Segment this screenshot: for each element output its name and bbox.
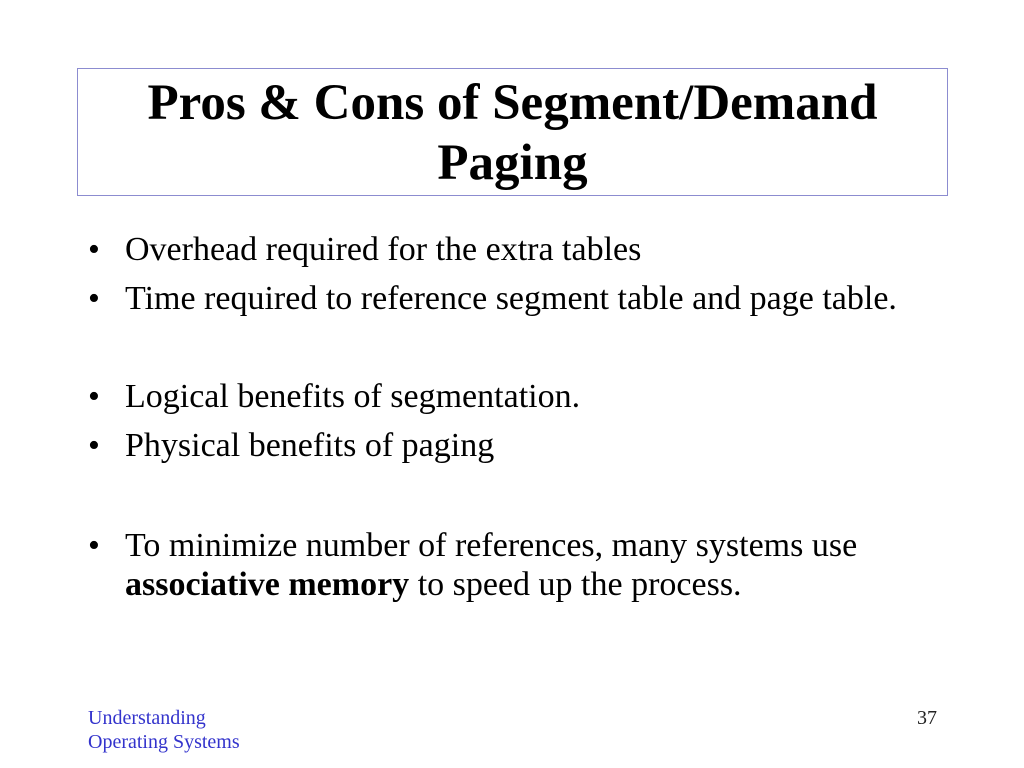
- bullet-marker: •: [88, 427, 100, 464]
- bullet-item: [88, 426, 935, 465]
- bullet-marker: •: [88, 527, 100, 564]
- bullet-marker: •: [88, 378, 100, 415]
- bullet-text: Logical benefits of segmentation.: [125, 378, 581, 415]
- bullet-marker: •: [88, 231, 100, 268]
- bullet-marker: •: [88, 280, 100, 317]
- bullet-text: Time required to reference segment table and page table.: [125, 280, 897, 317]
- bullet-item: [88, 279, 935, 318]
- bullet-item: [88, 526, 935, 604]
- bullet-text-before: To minimize number of references, many systems use: [125, 527, 858, 564]
- bullet-emphasis: associative memory: [125, 566, 410, 603]
- bullet-text: Overhead required for the extra tables: [125, 231, 642, 268]
- bullet-item: [88, 377, 935, 416]
- bullet-item: [88, 230, 935, 269]
- bullet-text: Physical benefits of paging: [125, 427, 495, 464]
- title-box: [77, 68, 948, 196]
- footer-text: Understanding Operating Systems: [88, 707, 240, 753]
- slide-title: Pros & Cons of Segment/Demand Paging: [147, 75, 878, 191]
- bullet-text-after: to speed up the process.: [409, 566, 742, 603]
- page-number: 37: [917, 707, 937, 729]
